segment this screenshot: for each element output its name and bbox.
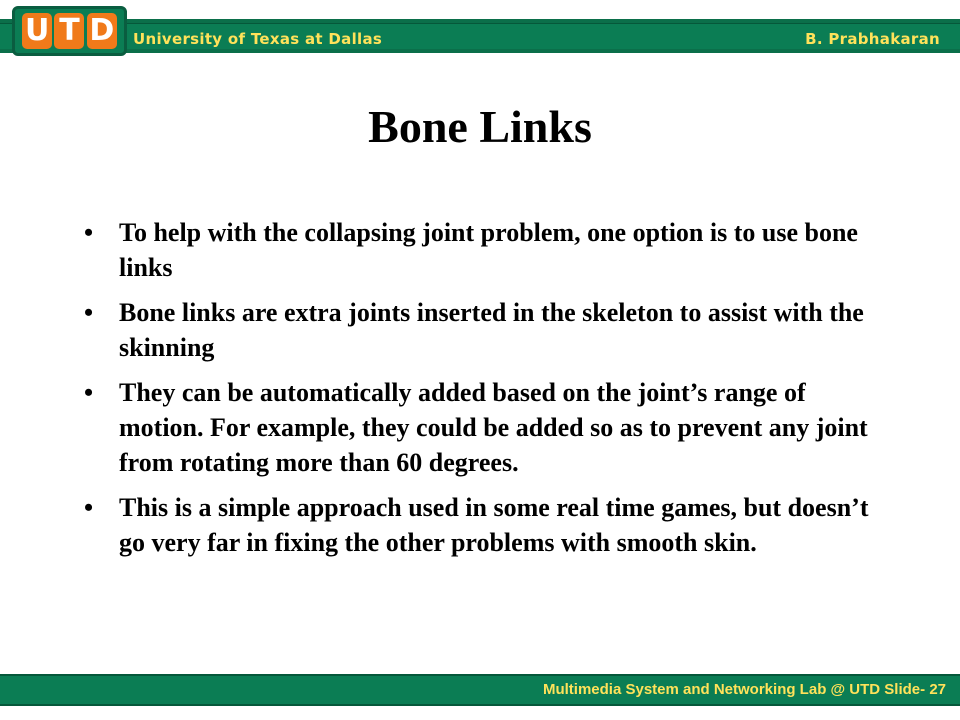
author-name: B. Prabhakaran: [805, 30, 940, 48]
logo-letter-t: T: [54, 13, 84, 49]
footer-bar: [0, 674, 960, 706]
footer-text: Multimedia System and Networking Lab @ UTD Slide- 27: [542, 681, 946, 698]
bullet-item: [84, 490, 884, 560]
header-main: [0, 23, 960, 51]
bullet-text: To help with the collapsing joint problem, one option is to use bone links: [119, 218, 858, 282]
bullet-dot-icon: •: [84, 218, 94, 247]
bullet-item: [84, 375, 884, 480]
header-stripe-bottom: [0, 49, 960, 53]
bullet-list: [84, 215, 884, 570]
bullet-item: [84, 295, 884, 365]
bullet-item: [84, 215, 884, 285]
bullet-dot-icon: •: [84, 493, 94, 522]
bullet-dot-icon: •: [84, 378, 94, 407]
header-bar: [0, 19, 960, 53]
utd-logo: [12, 6, 127, 56]
bullet-text: They can be automatically added based on the joint’s range of motion. For example, they could be added so as to prevent any joint from rotating more than 60 degrees.: [119, 378, 868, 477]
slide-title: Bone Links: [368, 101, 592, 152]
bullet-text: Bone links are extra joints inserted in the skeleton to assist with the skinning: [119, 298, 864, 362]
bullet-dot-icon: •: [84, 298, 94, 327]
bullet-text: This is a simple approach used in some real time games, but doesn’t go very far in fixing the other problems with smooth skin.: [119, 493, 869, 557]
institution-name: University of Texas at Dallas: [133, 30, 383, 48]
logo-letter-u: U: [22, 13, 52, 49]
logo-letter-d: D: [87, 13, 117, 49]
